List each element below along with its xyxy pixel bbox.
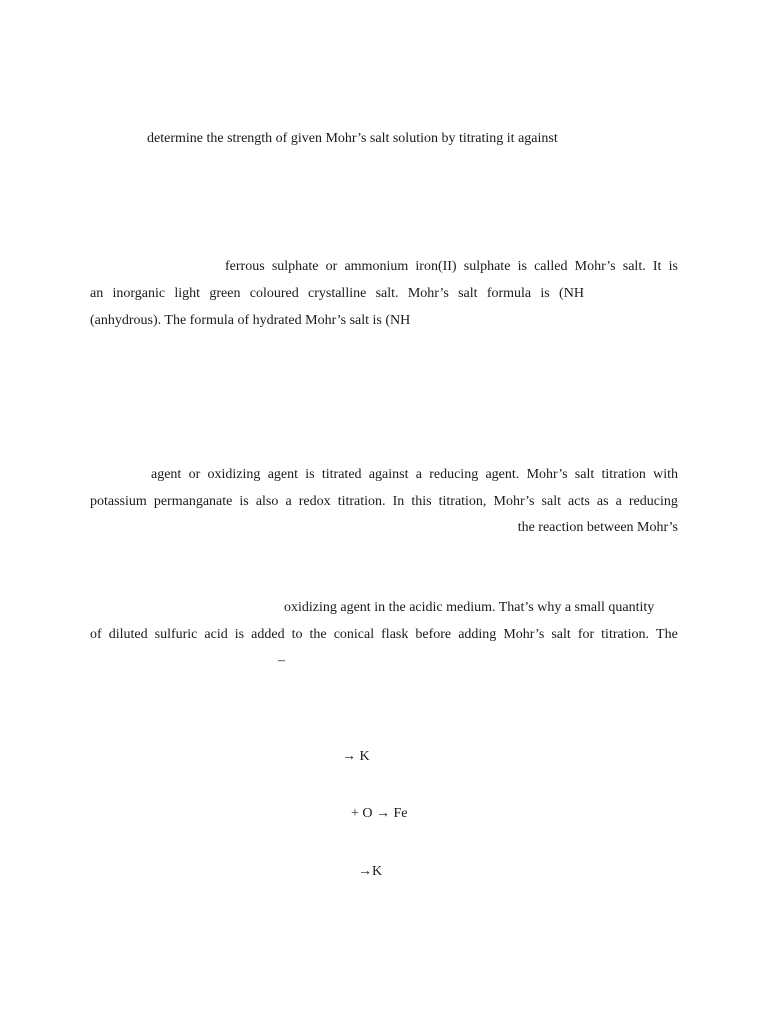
word: the bbox=[309, 627, 327, 642]
word: titration. bbox=[601, 627, 649, 642]
word: salt bbox=[458, 286, 478, 301]
word: Mohr’s bbox=[574, 259, 616, 274]
word: is bbox=[239, 494, 249, 509]
word: titrated bbox=[321, 467, 362, 482]
word: ferrous bbox=[225, 259, 265, 274]
redox-line-3: the reaction between Mohr’s bbox=[517, 520, 678, 535]
word: sulfuric bbox=[154, 627, 198, 642]
word: salt. bbox=[622, 259, 646, 274]
word: for bbox=[577, 627, 595, 642]
redox-line-1-words bbox=[151, 466, 678, 484]
word: potassium bbox=[90, 494, 147, 509]
word: reducing bbox=[628, 494, 678, 509]
intro-line-3: (anhydrous). The formula of hydrated Mohr’s salt is (NH bbox=[90, 313, 411, 328]
acidic-line-2-words bbox=[90, 626, 678, 644]
word: this bbox=[411, 494, 432, 509]
word: flask bbox=[381, 627, 409, 642]
word: acid bbox=[204, 627, 228, 642]
aim-line: determine the strength of given Mohr’s salt solution by titrating it against bbox=[147, 131, 558, 146]
word: against bbox=[368, 467, 409, 482]
word: titration. bbox=[337, 494, 386, 509]
acidic-dash: – bbox=[278, 653, 285, 668]
word: The bbox=[656, 627, 678, 642]
word: agent. bbox=[485, 467, 520, 482]
word: Mohr’s bbox=[526, 467, 568, 482]
word: or bbox=[325, 259, 338, 274]
intro-line-1-words bbox=[225, 258, 678, 276]
word: redox bbox=[298, 494, 331, 509]
word: agent bbox=[151, 467, 182, 482]
word: coloured bbox=[249, 286, 299, 301]
word: to bbox=[291, 627, 303, 642]
word: also bbox=[255, 494, 279, 509]
redox-line-2 bbox=[90, 493, 678, 511]
equation-1: → K bbox=[342, 749, 370, 764]
word: titration, bbox=[438, 494, 487, 509]
word: Mohr’s bbox=[493, 494, 535, 509]
word: salt bbox=[551, 627, 571, 642]
word: diluted bbox=[108, 627, 148, 642]
word: with bbox=[653, 467, 678, 482]
word: a bbox=[415, 467, 422, 482]
acidic-line-2 bbox=[90, 626, 678, 644]
word: sulphate bbox=[463, 259, 511, 274]
word: In bbox=[392, 494, 405, 509]
word: is bbox=[305, 467, 315, 482]
word: a bbox=[285, 494, 292, 509]
word: of bbox=[90, 627, 102, 642]
word: crystalline bbox=[308, 286, 367, 301]
word: is bbox=[517, 259, 527, 274]
word: light bbox=[174, 286, 201, 301]
word: salt bbox=[541, 494, 561, 509]
word: is bbox=[234, 627, 245, 642]
word: sulphate bbox=[271, 259, 319, 274]
equation-2: + O → Fe bbox=[351, 806, 408, 821]
word: oxidizing bbox=[207, 467, 261, 482]
redox-line-2-words bbox=[90, 493, 678, 511]
word: added bbox=[251, 627, 285, 642]
word: acts bbox=[568, 494, 590, 509]
word: salt. bbox=[375, 286, 399, 301]
word: It bbox=[652, 259, 662, 274]
word: or bbox=[188, 467, 201, 482]
word: permanganate bbox=[153, 494, 233, 509]
word: formula bbox=[486, 286, 532, 301]
redox-line-1 bbox=[151, 466, 678, 484]
word: is bbox=[668, 259, 678, 274]
word: reducing bbox=[429, 467, 479, 482]
word: inorganic bbox=[112, 286, 166, 301]
word: an bbox=[90, 286, 104, 301]
intro-line-1 bbox=[225, 258, 678, 276]
word: adding bbox=[458, 627, 497, 642]
word: is bbox=[540, 286, 550, 301]
word: as bbox=[596, 494, 609, 509]
intro-line-2 bbox=[90, 285, 584, 303]
word: before bbox=[415, 627, 452, 642]
word: salt bbox=[574, 467, 595, 482]
word: a bbox=[615, 494, 622, 509]
word: called bbox=[534, 259, 568, 274]
intro-line-2-words bbox=[90, 285, 584, 303]
word: conical bbox=[333, 627, 375, 642]
word: iron(II) bbox=[415, 259, 457, 274]
word: Mohr’s bbox=[407, 286, 449, 301]
acidic-line-1: oxidizing agent in the acidic medium. That’s why a small quantity bbox=[284, 600, 655, 615]
word: Mohr’s bbox=[503, 627, 545, 642]
word: (NH bbox=[559, 286, 584, 301]
equation-3: →K bbox=[358, 864, 383, 879]
word: agent bbox=[267, 467, 299, 482]
word: ammonium bbox=[344, 259, 409, 274]
word: green bbox=[209, 286, 241, 301]
word: titration bbox=[601, 467, 646, 482]
